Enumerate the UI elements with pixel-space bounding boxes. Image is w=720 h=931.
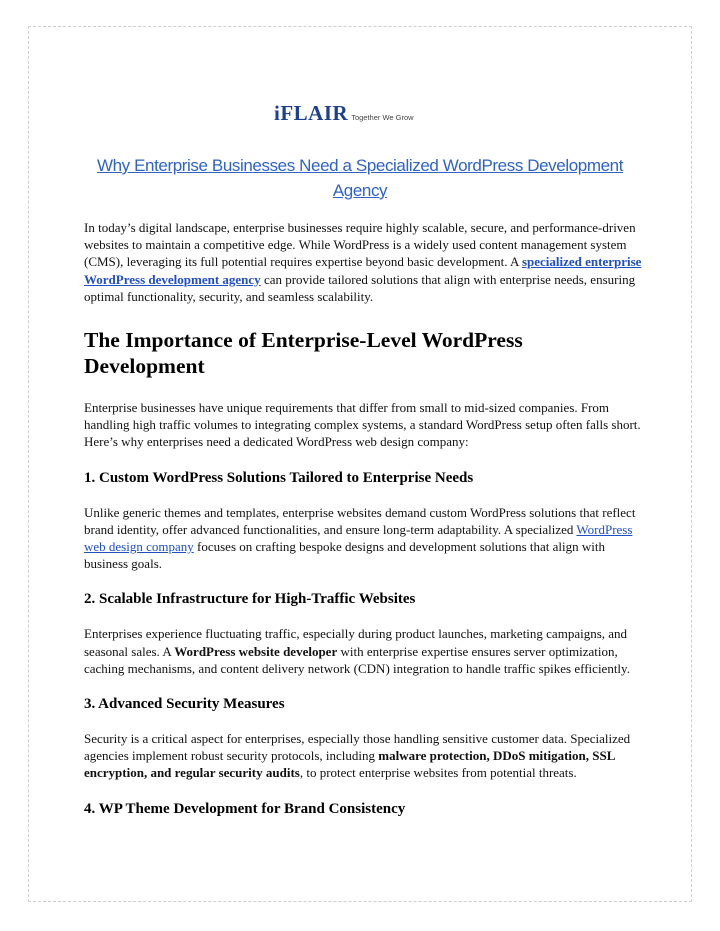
point-1-text-2: focuses on crafting bespoke designs and development solutions that align with business goals.: [84, 539, 605, 572]
document-title[interactable]: Why Enterprise Businesses Need a Specialized WordPress Development Agency: [96, 156, 624, 200]
point-1-paragraph: [84, 504, 644, 573]
point-2-text-1: Enterprises experience fluctuating traffic, especially during product launches, marketing campaigns, and seasonal sales. A: [84, 626, 628, 659]
point-3-text-1: Security is a critical aspect for enterprises, especially those handling sensitive customer data. Specialized agencies implement robust security protocols, including: [84, 731, 631, 764]
intro-text-1: In today’s digital landscape, enterprise businesses require highly scalable, secure, and performance-driven websites to maintain a competitive edge. While WordPress is a widely used content management system (CMS), leveraging its full potential requires expertise beyond basic development. A: [84, 220, 636, 270]
document-body: [84, 219, 644, 819]
point-2-bold: WordPress website developer: [174, 643, 338, 659]
web-design-company-link[interactable]: WordPress web design company: [84, 521, 633, 555]
point-3-heading: 3. Advanced Security Measures: [84, 696, 285, 713]
point-1-heading: 1. Custom WordPress Solutions Tailored to Enterprise Needs: [84, 469, 474, 486]
point-3-paragraph: [84, 730, 644, 782]
enterprise-agency-link[interactable]: specialized enterprise WordPress development agency: [84, 254, 642, 287]
section-intro-paragraph: Enterprise businesses have unique requirements that differ from small to mid-sized companies. From handling high traffic volumes to integrating complex systems, a standard WordPress setup often falls short. Here’s why enterprises need a dedicated WordPress web design company:: [84, 400, 641, 450]
point-3-bold: malware protection, DDoS mitigation, SSL encryption, and regular security audits: [84, 748, 615, 781]
logo-tagline: Together We Grow: [351, 113, 414, 122]
intro-paragraph: [84, 219, 644, 305]
section-heading: The Importance of Enterprise-Level WordPress Development: [84, 328, 523, 379]
point-4-heading: 4. WP Theme Development for Brand Consistency: [84, 800, 406, 817]
logo-wordmark: iFLAIR: [274, 101, 349, 125]
point-3-text-2: , to protect enterprise websites from potential threats.: [299, 765, 577, 781]
point-1-text-1: Unlike generic themes and templates, enterprise websites demand custom WordPress solutions that reflect brand identity, offer advanced functionalities, and ensure long-term adaptability. A specialized: [84, 504, 636, 537]
point-2-text-2: with enterprise expertise ensures server optimization, caching mechanisms, and content delivery network (CDN) integration to handle traffic spikes efficiently.: [84, 643, 630, 676]
iflair-logo: [274, 103, 414, 124]
point-2-heading: 2. Scalable Infrastructure for High-Traffic Websites: [84, 591, 416, 608]
intro-text-2: can provide tailored solutions that align with enterprise needs, ensuring optimal functionality, security, and seamless scalability.: [84, 271, 636, 304]
point-2-paragraph: [84, 625, 644, 677]
